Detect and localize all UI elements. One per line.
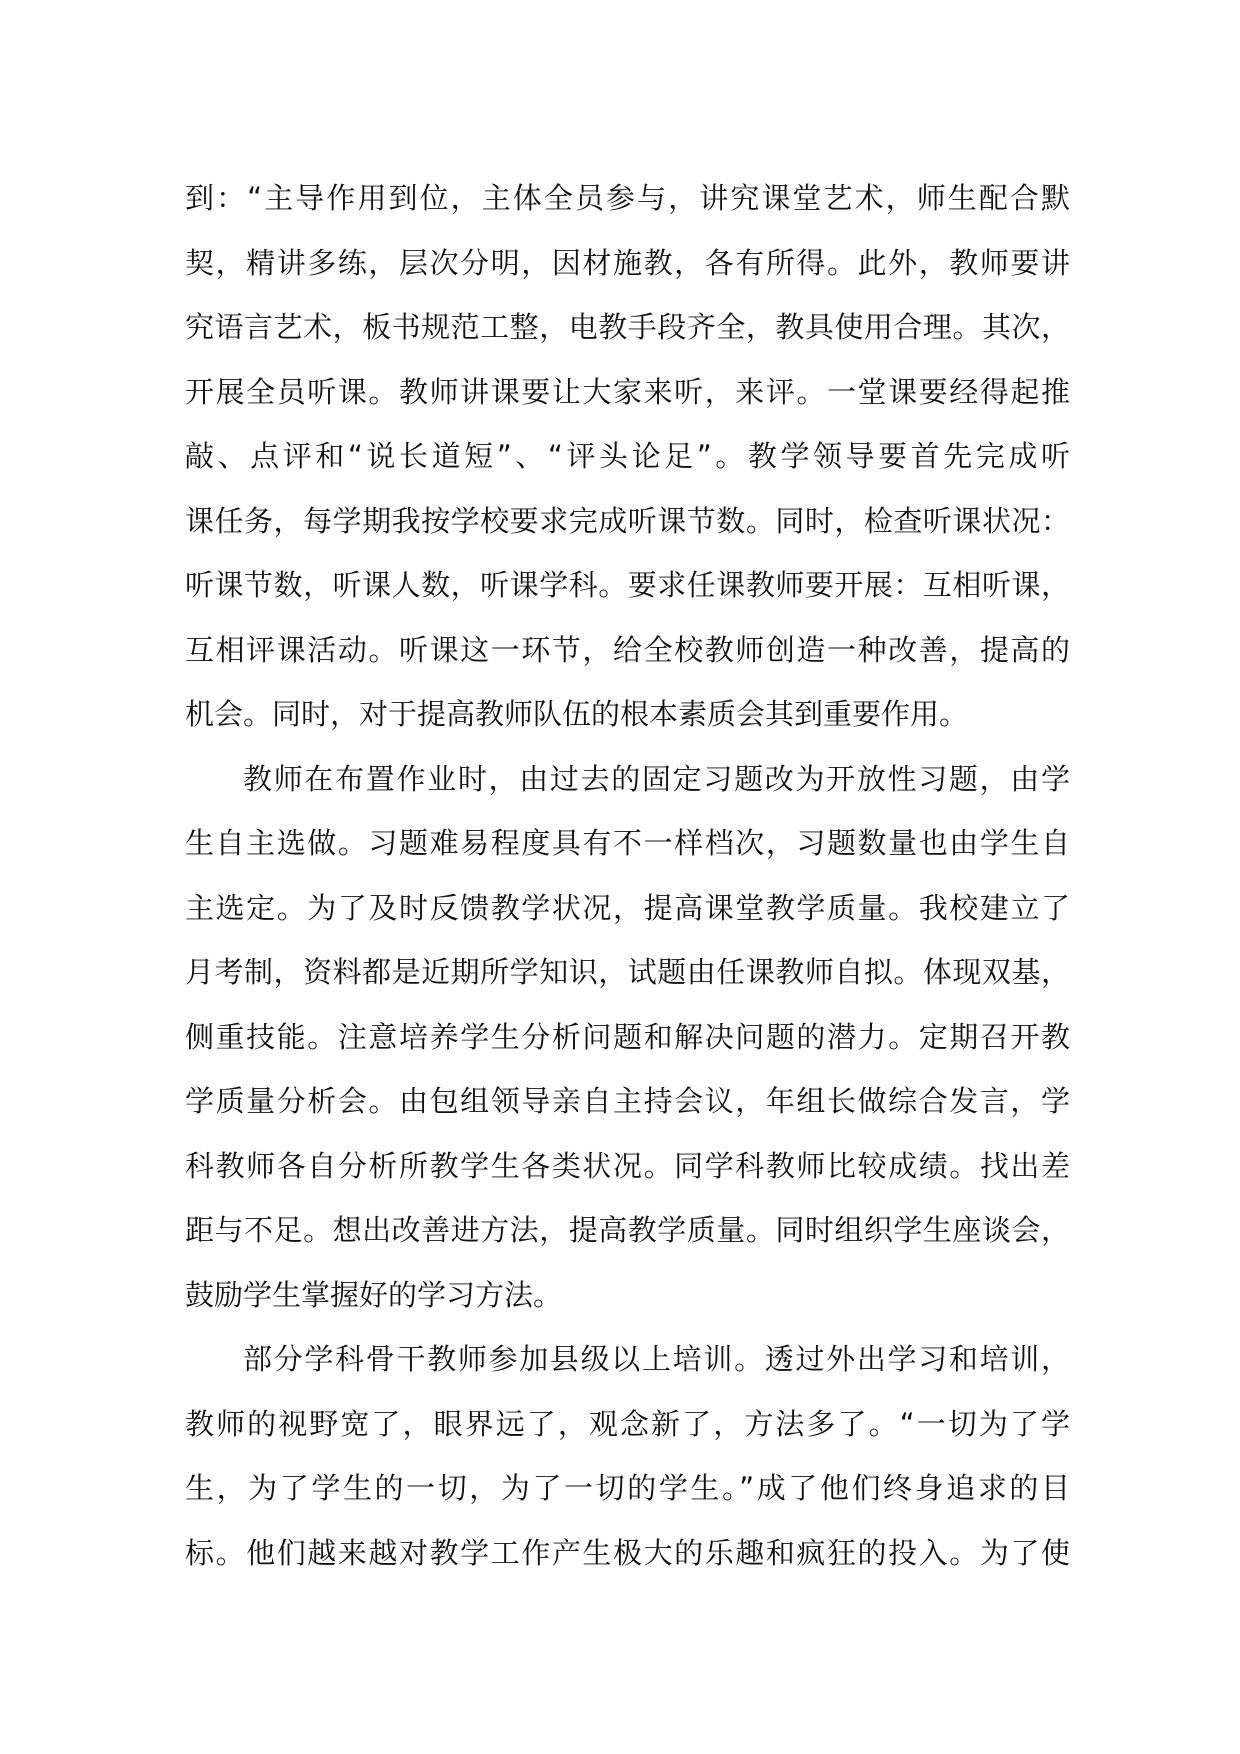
text-line: 开展全员听课。教师讲课要让大家来听，来评。一堂课要经得起推 xyxy=(185,374,1070,409)
text-line: 课任务，每学期我按学校要求完成听课节数。同时，检查听课状况： xyxy=(185,503,1070,538)
paragraph-start-line: 教师在布置作业时，由过去的固定习题改为开放性习题，由学 xyxy=(243,761,1070,796)
text-line: 生，为了学生的一切，为了一切的学生。”成了他们终身追求的目 xyxy=(185,1471,1070,1505)
paragraph-end-line: 机会。同时，对于提高教师队伍的根本素质会其到重要作用。 xyxy=(185,697,969,731)
text-line: 教师的视野宽了，眼界远了，观念新了，方法多了。“一切为了学 xyxy=(185,1406,1070,1441)
text-line: 契，精讲多练，层次分明，因材施教，各有所得。此外，教师要讲 xyxy=(185,245,1070,280)
text-line: 究语言艺术，板书规范工整，电教手段齐全，教具使用合理。其次， xyxy=(185,310,1070,344)
text-line: 科教师各自分析所教学生各类状况。同学科教师比较成绩。找出差 xyxy=(185,1148,1070,1183)
text-line: 距与不足。想出改善进方法，提高教学质量。同时组织学生座谈会， xyxy=(185,1213,1070,1247)
text-line: 标。他们越来越对教学工作产生极大的乐趣和疯狂的投入。为了使 xyxy=(185,1535,1070,1570)
text-line: 互相评课活动。听课这一环节，给全校教师创造一种改善，提高的 xyxy=(185,632,1070,667)
text-line: 生自主选做。习题难易程度具有不一样档次，习题数量也由学生自 xyxy=(185,826,1070,860)
paragraph-start-line: 部分学科骨干教师参加县级以上培训。透过外出学习和培训， xyxy=(243,1342,1070,1376)
text-line: 主选定。为了及时反馈教学状况，提高课堂教学质量。我校建立了 xyxy=(185,890,1070,925)
text-line: 侧重技能。注意培养学生分析问题和解决问题的潜力。定期召开教 xyxy=(185,1019,1070,1054)
text-line: 到：“主导作用到位，主体全员参与，讲究课堂艺术，师生配合默 xyxy=(185,181,1070,215)
document-body xyxy=(185,166,1070,1585)
text-line: 月考制，资料都是近期所学知识，试题由任课教师自拟。体现双基， xyxy=(185,955,1070,989)
text-line: 听课节数，听课人数，听课学科。要求任课教师要开展：互相听课， xyxy=(185,568,1070,602)
paragraph-end-line: 鼓励学生掌握好的学习方法。 xyxy=(185,1277,563,1312)
text-line: 学质量分析会。由包组领导亲自主持会议，年组长做综合发言，学 xyxy=(185,1084,1070,1118)
text-line: 敲、点评和“说长道短”、“评头论足”。教学领导要首先完成听 xyxy=(185,439,1070,473)
